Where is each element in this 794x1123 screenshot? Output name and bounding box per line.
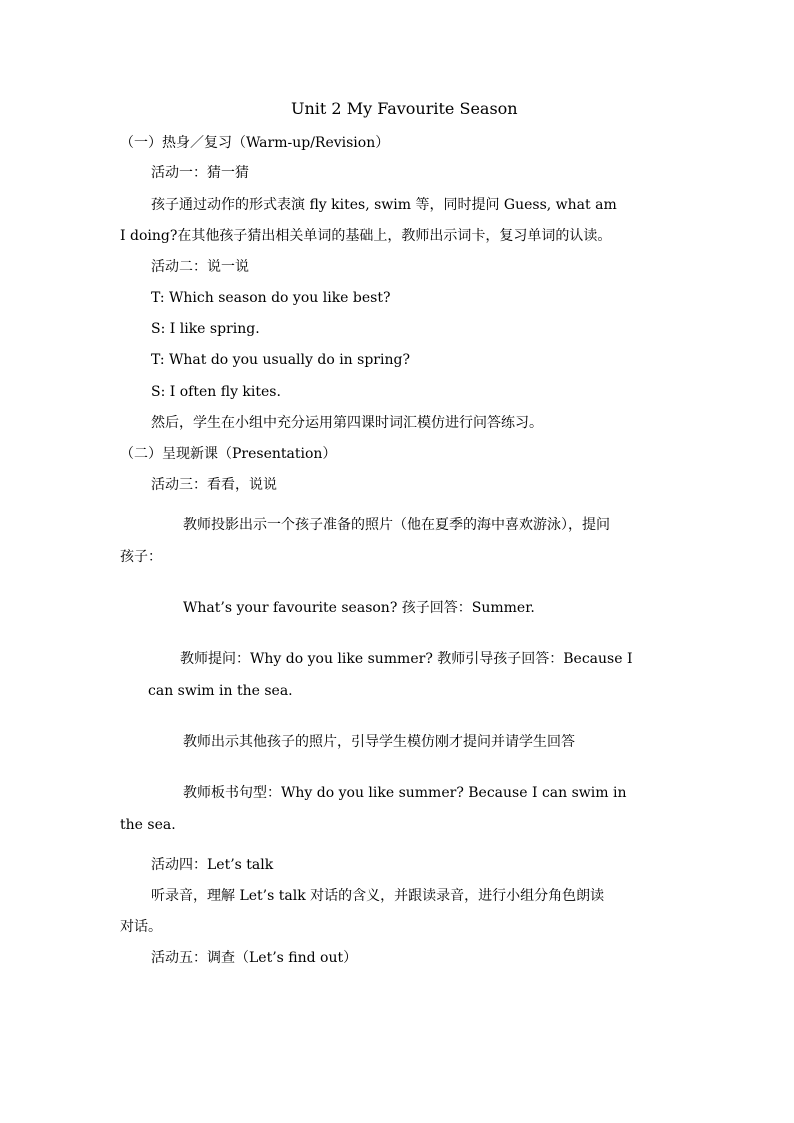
paragraph-line: 教师提问：Why do you like summer? 教师引导孩子回答：Because I	[180, 651, 633, 667]
activity4-title: 活动四：Let’s talk	[151, 857, 274, 873]
paragraph-line: can swim in the sea.	[148, 683, 293, 699]
activity1-text-line2: I doing?在其他孩子猜出相关单词的基础上，教师出示词卡，复习单词的认读。	[120, 228, 612, 244]
practice-text: 然后，学生在小组中充分运用第四课时词汇模仿进行问答练习。	[151, 415, 543, 431]
dialogue-line: S: I often fly kites.	[151, 384, 281, 400]
activity3-title: 活动三：看看，说说	[151, 477, 277, 493]
activity2-title: 活动二：说一说	[151, 259, 249, 275]
dialogue-line: S: I like spring.	[151, 321, 260, 337]
activity5-title: 活动五：调查（Let’s find out）	[151, 950, 358, 966]
section-heading-warmup: （一）热身／复习（Warm-up/Revision）	[120, 135, 390, 151]
paragraph-line: What’s your favourite season? 孩子回答：Summer.	[183, 600, 535, 616]
paragraph-line: 教师投影出示一个孩子准备的照片（他在夏季的海中喜欢游泳），提问	[183, 517, 610, 533]
paragraph-line: 教师出示其他孩子的照片，引导学生模仿刚才提问并请学生回答	[183, 734, 575, 750]
section-heading-presentation: （二）呈现新课（Presentation）	[120, 446, 337, 462]
paragraph-line: the sea.	[120, 817, 176, 833]
activity1-text-line1: 孩子通过动作的形式表演 fly kites, swim 等，同时提问 Guess, what am	[151, 197, 617, 213]
paragraph-line: 孩子：	[120, 549, 162, 565]
dialogue-line: T: Which season do you like best?	[151, 290, 391, 306]
document-title: Unit 2 My Favourite Season	[291, 99, 518, 118]
dialogue-line: T: What do you usually do in spring?	[151, 352, 410, 368]
activity4-text-line1: 听录音，理解 Let’s talk 对话的含义，并跟读录音，进行小组分角色朗读	[151, 888, 605, 904]
activity4-text-line2: 对话。	[120, 919, 162, 935]
paragraph-line: 教师板书句型：Why do you like summer? Because I can swim in	[183, 785, 627, 801]
activity1-title: 活动一：猜一猜	[151, 165, 249, 181]
